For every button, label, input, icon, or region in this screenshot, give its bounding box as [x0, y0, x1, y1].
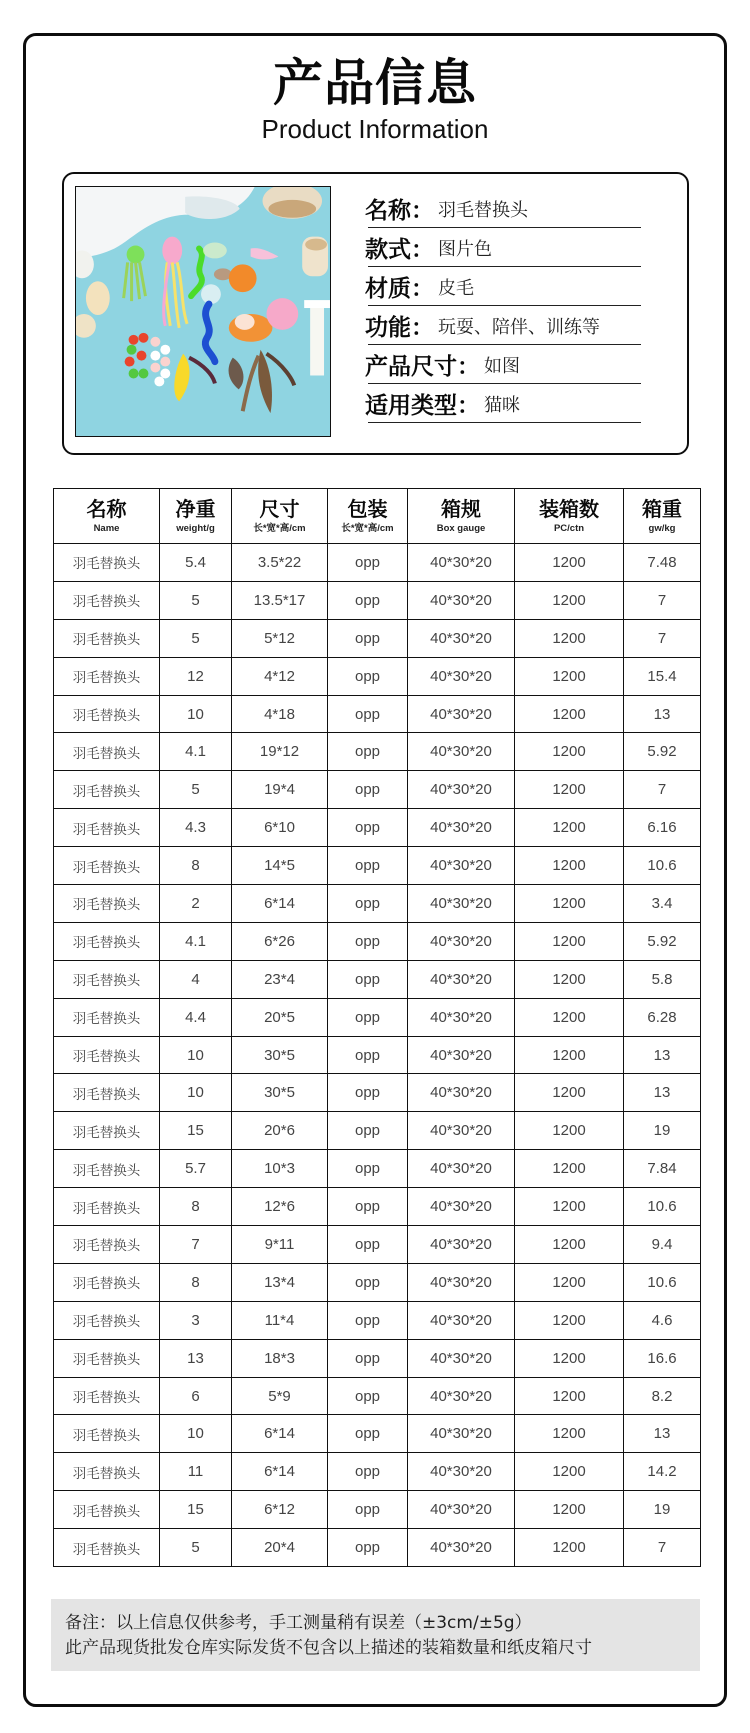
- cell-size: 11*4: [232, 1301, 328, 1339]
- cell-box-gauge: 40*30*20: [408, 1188, 515, 1226]
- cell-name: 羽毛替换头: [54, 1226, 160, 1264]
- cell-name: 羽毛替换头: [54, 998, 160, 1036]
- spec-function: [365, 306, 641, 345]
- cell-name: 羽毛替换头: [54, 1074, 160, 1112]
- cell-pcs-per-carton: 1200: [515, 1226, 624, 1264]
- cell-name: 羽毛替换头: [54, 1036, 160, 1074]
- cell-name: 羽毛替换头: [54, 657, 160, 695]
- cell-net-weight: 4.4: [160, 998, 232, 1036]
- cell-packaging: opp: [328, 1263, 408, 1301]
- cell-packaging: opp: [328, 1150, 408, 1188]
- cell-packaging: opp: [328, 695, 408, 733]
- table-row: [54, 733, 701, 771]
- cell-gross-weight: 19: [624, 1112, 701, 1150]
- cell-gross-weight: 7: [624, 1529, 701, 1567]
- cell-size: 13.5*17: [232, 581, 328, 619]
- cell-size: 23*4: [232, 960, 328, 998]
- cell-net-weight: 12: [160, 657, 232, 695]
- cell-gross-weight: 6.28: [624, 998, 701, 1036]
- cell-pcs-per-carton: 1200: [515, 1529, 624, 1567]
- cell-box-gauge: 40*30*20: [408, 695, 515, 733]
- cell-gross-weight: 5.92: [624, 922, 701, 960]
- cell-pcs-per-carton: 1200: [515, 695, 624, 733]
- spec-label: 适用类型：: [365, 393, 480, 419]
- cell-gross-weight: 5.8: [624, 960, 701, 998]
- cell-pcs-per-carton: 1200: [515, 544, 624, 582]
- cell-box-gauge: 40*30*20: [408, 619, 515, 657]
- table-row: [54, 1188, 701, 1226]
- table-row: [54, 1263, 701, 1301]
- cell-packaging: opp: [328, 544, 408, 582]
- cell-size: 6*14: [232, 1415, 328, 1453]
- cell-size: 30*5: [232, 1074, 328, 1112]
- cell-size: 4*18: [232, 695, 328, 733]
- cell-packaging: opp: [328, 809, 408, 847]
- spec-label: 材质：: [365, 276, 434, 302]
- cell-pcs-per-carton: 1200: [515, 847, 624, 885]
- table-row: [54, 1415, 701, 1453]
- cell-net-weight: 10: [160, 695, 232, 733]
- cat-toy-image-icon: [76, 187, 330, 436]
- column-header-size: 尺寸 长*宽*高/cm: [232, 489, 328, 544]
- cell-size: 10*3: [232, 1150, 328, 1188]
- cell-pcs-per-carton: 1200: [515, 885, 624, 923]
- table-row: [54, 847, 701, 885]
- cell-box-gauge: 40*30*20: [408, 1301, 515, 1339]
- cell-packaging: opp: [328, 1529, 408, 1567]
- cell-pcs-per-carton: 1200: [515, 1188, 624, 1226]
- cell-size: 19*12: [232, 733, 328, 771]
- cell-packaging: opp: [328, 1036, 408, 1074]
- cell-size: 20*5: [232, 998, 328, 1036]
- cell-packaging: opp: [328, 1074, 408, 1112]
- cell-pcs-per-carton: 1200: [515, 1377, 624, 1415]
- cell-box-gauge: 40*30*20: [408, 1377, 515, 1415]
- table-row: [54, 1377, 701, 1415]
- cell-net-weight: 4.1: [160, 922, 232, 960]
- product-photo: [75, 186, 331, 437]
- table-row: [54, 771, 701, 809]
- cell-packaging: opp: [328, 657, 408, 695]
- cell-packaging: opp: [328, 1301, 408, 1339]
- cell-size: 14*5: [232, 847, 328, 885]
- spec-suitable-type: [365, 384, 641, 423]
- cell-name: 羽毛替换头: [54, 581, 160, 619]
- cell-name: 羽毛替换头: [54, 809, 160, 847]
- cell-box-gauge: 40*30*20: [408, 1491, 515, 1529]
- column-header-gross-weight: 箱重 gw/kg: [624, 489, 701, 544]
- column-header-pcs-per-carton: 装箱数 PC/ctn: [515, 489, 624, 544]
- cell-pcs-per-carton: 1200: [515, 1415, 624, 1453]
- cell-size: 20*4: [232, 1529, 328, 1567]
- table-row: [54, 695, 701, 733]
- cell-pcs-per-carton: 1200: [515, 922, 624, 960]
- cell-packaging: opp: [328, 771, 408, 809]
- spec-label: 名称：: [365, 198, 434, 224]
- cell-gross-weight: 15.4: [624, 657, 701, 695]
- cell-gross-weight: 10.6: [624, 1188, 701, 1226]
- cell-pcs-per-carton: 1200: [515, 1150, 624, 1188]
- cell-box-gauge: 40*30*20: [408, 809, 515, 847]
- cell-pcs-per-carton: 1200: [515, 619, 624, 657]
- cell-pcs-per-carton: 1200: [515, 1036, 624, 1074]
- cell-size: 18*3: [232, 1339, 328, 1377]
- cell-gross-weight: 8.2: [624, 1377, 701, 1415]
- column-header-packaging: 包装 长*宽*高/cm: [328, 489, 408, 544]
- spec-size: [365, 345, 641, 384]
- cell-pcs-per-carton: 1200: [515, 1301, 624, 1339]
- remark-line-1: 备注：以上信息仅供参考，手工测量稍有误差（±3cm/±5g）: [65, 1613, 532, 1633]
- column-header-name: 名称 Name: [54, 489, 160, 544]
- cell-net-weight: 2: [160, 885, 232, 923]
- remark-line-2: 此产品现货批发仓库实际发货不包含以上描述的装箱数量和纸皮箱尺寸: [65, 1638, 592, 1658]
- cell-gross-weight: 10.6: [624, 1263, 701, 1301]
- cell-net-weight: 11: [160, 1453, 232, 1491]
- cell-box-gauge: 40*30*20: [408, 922, 515, 960]
- cell-net-weight: 10: [160, 1415, 232, 1453]
- cell-pcs-per-carton: 1200: [515, 809, 624, 847]
- cell-net-weight: 15: [160, 1491, 232, 1529]
- cell-box-gauge: 40*30*20: [408, 1453, 515, 1491]
- table-row: [54, 1226, 701, 1264]
- cell-net-weight: 4: [160, 960, 232, 998]
- cell-size: 3.5*22: [232, 544, 328, 582]
- cell-size: 4*12: [232, 657, 328, 695]
- cell-pcs-per-carton: 1200: [515, 1453, 624, 1491]
- cell-packaging: opp: [328, 1491, 408, 1529]
- cell-box-gauge: 40*30*20: [408, 885, 515, 923]
- table-row: [54, 1453, 701, 1491]
- cell-box-gauge: 40*30*20: [408, 1529, 515, 1567]
- cell-net-weight: 5: [160, 619, 232, 657]
- table-row: [54, 809, 701, 847]
- table-row: [54, 657, 701, 695]
- cell-name: 羽毛替换头: [54, 695, 160, 733]
- cell-net-weight: 10: [160, 1074, 232, 1112]
- cell-name: 羽毛替换头: [54, 1263, 160, 1301]
- cell-name: 羽毛替换头: [54, 1150, 160, 1188]
- cell-box-gauge: 40*30*20: [408, 771, 515, 809]
- cell-packaging: opp: [328, 1453, 408, 1491]
- cell-packaging: opp: [328, 1339, 408, 1377]
- cell-name: 羽毛替换头: [54, 544, 160, 582]
- table-row: [54, 1150, 701, 1188]
- cell-box-gauge: 40*30*20: [408, 657, 515, 695]
- cell-size: 6*14: [232, 1453, 328, 1491]
- cell-gross-weight: 7: [624, 581, 701, 619]
- cell-size: 5*12: [232, 619, 328, 657]
- table-row: [54, 998, 701, 1036]
- cell-pcs-per-carton: 1200: [515, 1339, 624, 1377]
- cell-packaging: opp: [328, 847, 408, 885]
- cell-net-weight: 5: [160, 581, 232, 619]
- cell-name: 羽毛替换头: [54, 1188, 160, 1226]
- cell-packaging: opp: [328, 581, 408, 619]
- cell-box-gauge: 40*30*20: [408, 1112, 515, 1150]
- cell-packaging: opp: [328, 733, 408, 771]
- spec-value: 图片色: [438, 238, 492, 260]
- cell-gross-weight: 14.2: [624, 1453, 701, 1491]
- cell-pcs-per-carton: 1200: [515, 771, 624, 809]
- cell-packaging: opp: [328, 885, 408, 923]
- cell-size: 12*6: [232, 1188, 328, 1226]
- table-body: [54, 544, 701, 1567]
- cell-gross-weight: 6.16: [624, 809, 701, 847]
- cell-box-gauge: 40*30*20: [408, 1415, 515, 1453]
- spec-style: [365, 228, 641, 267]
- cell-gross-weight: 16.6: [624, 1339, 701, 1377]
- cell-name: 羽毛替换头: [54, 1112, 160, 1150]
- cell-pcs-per-carton: 1200: [515, 657, 624, 695]
- cell-gross-weight: 13: [624, 695, 701, 733]
- cell-pcs-per-carton: 1200: [515, 1491, 624, 1529]
- cell-gross-weight: 13: [624, 1415, 701, 1453]
- cell-box-gauge: 40*30*20: [408, 960, 515, 998]
- cell-gross-weight: 7.48: [624, 544, 701, 582]
- column-header-net-weight: 净重 weight/g: [160, 489, 232, 544]
- table-row: [54, 619, 701, 657]
- cell-pcs-per-carton: 1200: [515, 581, 624, 619]
- cell-net-weight: 10: [160, 1036, 232, 1074]
- cell-pcs-per-carton: 1200: [515, 1074, 624, 1112]
- table-row: [54, 544, 701, 582]
- table-row: [54, 1036, 701, 1074]
- cell-pcs-per-carton: 1200: [515, 1263, 624, 1301]
- cell-size: 6*14: [232, 885, 328, 923]
- cell-size: 6*12: [232, 1491, 328, 1529]
- cell-name: 羽毛替换头: [54, 1453, 160, 1491]
- cell-gross-weight: 3.4: [624, 885, 701, 923]
- cell-size: 30*5: [232, 1036, 328, 1074]
- cell-size: 19*4: [232, 771, 328, 809]
- cell-name: 羽毛替换头: [54, 922, 160, 960]
- table-row: [54, 922, 701, 960]
- cell-name: 羽毛替换头: [54, 885, 160, 923]
- table-row: [54, 960, 701, 998]
- table-row: [54, 885, 701, 923]
- cell-box-gauge: 40*30*20: [408, 1226, 515, 1264]
- table-row: [54, 1339, 701, 1377]
- cell-box-gauge: 40*30*20: [408, 1036, 515, 1074]
- cell-net-weight: 5.7: [160, 1150, 232, 1188]
- cell-pcs-per-carton: 1200: [515, 998, 624, 1036]
- table-row: [54, 1074, 701, 1112]
- cell-name: 羽毛替换头: [54, 1415, 160, 1453]
- cell-net-weight: 4.3: [160, 809, 232, 847]
- cell-name: 羽毛替换头: [54, 960, 160, 998]
- cell-net-weight: 15: [160, 1112, 232, 1150]
- cell-size: 13*4: [232, 1263, 328, 1301]
- spec-value: 猫咪: [484, 394, 520, 416]
- spec-material: [365, 267, 641, 306]
- cell-name: 羽毛替换头: [54, 1529, 160, 1567]
- cell-box-gauge: 40*30*20: [408, 1263, 515, 1301]
- table-row: [54, 1491, 701, 1529]
- spec-value: 皮毛: [438, 277, 474, 299]
- cell-net-weight: 5: [160, 1529, 232, 1567]
- cell-pcs-per-carton: 1200: [515, 1112, 624, 1150]
- spec-value: 羽毛替换头: [438, 199, 528, 221]
- cell-gross-weight: 7: [624, 771, 701, 809]
- cell-name: 羽毛替换头: [54, 847, 160, 885]
- cell-box-gauge: 40*30*20: [408, 733, 515, 771]
- cell-box-gauge: 40*30*20: [408, 998, 515, 1036]
- spec-label: 功能：: [365, 315, 434, 341]
- table-row: [54, 1529, 701, 1567]
- table-header-row: [54, 489, 701, 544]
- cell-pcs-per-carton: 1200: [515, 960, 624, 998]
- packing-spec-table: [53, 488, 701, 1567]
- cell-gross-weight: 7: [624, 619, 701, 657]
- cell-box-gauge: 40*30*20: [408, 1339, 515, 1377]
- cell-packaging: opp: [328, 1188, 408, 1226]
- cell-gross-weight: 13: [624, 1036, 701, 1074]
- spec-value: 如图: [484, 355, 520, 377]
- cell-size: 6*26: [232, 922, 328, 960]
- cell-net-weight: 4.1: [160, 733, 232, 771]
- cell-box-gauge: 40*30*20: [408, 581, 515, 619]
- cell-net-weight: 6: [160, 1377, 232, 1415]
- remarks-box: [51, 1599, 700, 1671]
- cell-name: 羽毛替换头: [54, 1377, 160, 1415]
- page-title: 产品信息: [273, 54, 477, 112]
- cell-net-weight: 8: [160, 847, 232, 885]
- cell-name: 羽毛替换头: [54, 771, 160, 809]
- cell-box-gauge: 40*30*20: [408, 1150, 515, 1188]
- cell-gross-weight: 10.6: [624, 847, 701, 885]
- cell-box-gauge: 40*30*20: [408, 544, 515, 582]
- cell-box-gauge: 40*30*20: [408, 1074, 515, 1112]
- cell-size: 20*6: [232, 1112, 328, 1150]
- cell-gross-weight: 5.92: [624, 733, 701, 771]
- spec-label: 产品尺寸：: [365, 354, 480, 380]
- spec-name: [365, 189, 641, 228]
- cell-name: 羽毛替换头: [54, 1301, 160, 1339]
- table-row: [54, 581, 701, 619]
- cell-net-weight: 7: [160, 1226, 232, 1264]
- cell-name: 羽毛替换头: [54, 1491, 160, 1529]
- cell-pcs-per-carton: 1200: [515, 733, 624, 771]
- cell-packaging: opp: [328, 1377, 408, 1415]
- cell-packaging: opp: [328, 619, 408, 657]
- cell-gross-weight: 7.84: [624, 1150, 701, 1188]
- cell-gross-weight: 9.4: [624, 1226, 701, 1264]
- spec-value: 玩耍、陪伴、训练等: [438, 316, 600, 338]
- cell-net-weight: 5: [160, 771, 232, 809]
- cell-packaging: opp: [328, 922, 408, 960]
- cell-gross-weight: 4.6: [624, 1301, 701, 1339]
- cell-net-weight: 8: [160, 1263, 232, 1301]
- table-row: [54, 1301, 701, 1339]
- cell-box-gauge: 40*30*20: [408, 847, 515, 885]
- cell-net-weight: 3: [160, 1301, 232, 1339]
- cell-gross-weight: 19: [624, 1491, 701, 1529]
- cell-packaging: opp: [328, 960, 408, 998]
- cell-net-weight: 13: [160, 1339, 232, 1377]
- cell-name: 羽毛替换头: [54, 733, 160, 771]
- cell-size: 6*10: [232, 809, 328, 847]
- cell-gross-weight: 13: [624, 1074, 701, 1112]
- spec-label: 款式：: [365, 237, 434, 263]
- cell-packaging: opp: [328, 1226, 408, 1264]
- cell-name: 羽毛替换头: [54, 619, 160, 657]
- cell-packaging: opp: [328, 1415, 408, 1453]
- table-row: [54, 1112, 701, 1150]
- cell-packaging: opp: [328, 1112, 408, 1150]
- page-subtitle: Product Information: [261, 114, 489, 144]
- cell-size: 5*9: [232, 1377, 328, 1415]
- cell-net-weight: 8: [160, 1188, 232, 1226]
- column-header-box-gauge: 箱规 Box gauge: [408, 489, 515, 544]
- cell-net-weight: 5.4: [160, 544, 232, 582]
- cell-packaging: opp: [328, 998, 408, 1036]
- cell-size: 9*11: [232, 1226, 328, 1264]
- cell-name: 羽毛替换头: [54, 1339, 160, 1377]
